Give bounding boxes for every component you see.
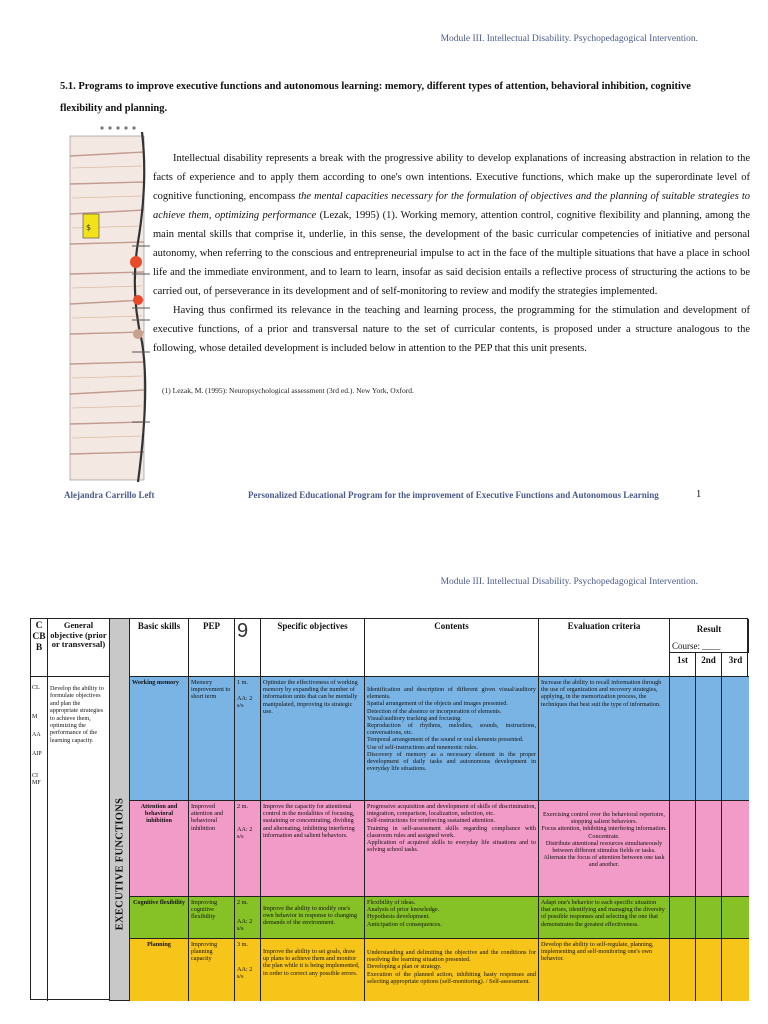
criteria-planning: Develop the ability to self-regulate, planning, implementing and self-monitoring one's own behavior. (539, 939, 670, 1001)
criteria-attention: Exercising control over the behavioral repertoire, stopping salient behaviors. Focus attention, inhibiting interfering information. Concentrate. Distribute attentional resources simultaneously between different stimulus fields or tasks. Alternate the focus of attention between one task and another. (539, 801, 670, 897)
pep-flexibility: Improving cognitive flexibility (189, 897, 235, 939)
result-1st (670, 801, 696, 897)
sessions-flexibility: 2 m. AA: 2 s/s (235, 897, 261, 939)
result-2nd (696, 677, 722, 801)
contents-working-memory: Identification and description of different given visual/auditory elements. Spatial arrangement of the objects and images presented. Detection of the absence or incorporation of elements. Visual/auditory tracking and focusing. Reproduction of rhythms, melodies, sounds, instructions, conversations, etc. Temporal arrangement of the sound or oral elements presented. Use of self-instructions and mnemonic rules. Discovery of memory as a necessary element in the proper development of daily tasks and autonomous development in everyday life situations. (365, 677, 539, 801)
criteria-flexibility: Adapt one's behavior to each specific situation that arises, identifying and managing the diversity of possible responses and selecting the one that demonstrates the greatest effectiveness. (539, 897, 670, 939)
footer-author: Alejandra Carrillo Left (64, 490, 155, 500)
notebook-illustration (58, 122, 150, 488)
result-2nd (696, 939, 722, 1001)
header-col-2nd: 2nd (696, 653, 722, 677)
skill-attention: Attention and behavioral inhibition (130, 801, 189, 897)
sessions-working-memory: 1 m. AA: 2 s/s (235, 677, 261, 801)
header-ccbb: C CB B (31, 619, 48, 677)
header-general-objective: General objective (prior or transversal) (48, 619, 110, 677)
result-3rd (722, 677, 749, 801)
executive-functions-table (30, 618, 748, 1000)
paragraph-2: Having thus confirmed its relevance in the teaching and learning process, the programming for the stimulation and development of executive functions, of a prior and transversal nature to the set of curricular contents, is proposed under a structure analogous to the following, whose detailed development is included below in attention to the PEP that this unit presents. (153, 305, 750, 354)
general-objective-text: Develop the ability to formulate objectives and plan the appropriate strategies to achieve them, optimizing the performance of the learning capacity. (48, 677, 110, 1001)
header-course: Course: ____ (670, 639, 749, 653)
header-number-nine: 9 (235, 619, 261, 677)
result-1st (670, 939, 696, 1001)
section-title: 5.1. Programs to improve executive functions and autonomous learning: memory, different types of attention, behavioral inhibition, cognitive flexibility and planning. (60, 81, 691, 114)
criteria-working-memory: Increase the ability to recall information through the use of organization and recovery strategies, applying, in the memorization process, the techniques that best suit the type of information. (539, 677, 670, 801)
footer-program: Personalized Educational Program for the improvement of Executive Functions and Autonomous Learning (248, 490, 659, 500)
sessions-planning: 3 m. AA: 2 s/s (235, 939, 261, 1001)
pep-planning: Improving planning capacity (189, 939, 235, 1001)
header-basic-skills: Basic skills (130, 619, 189, 677)
contents-flexibility: Flexibility of ideas. Analysis of prior knowledge. Hypothesis development. Anticipation of consequences. (365, 897, 539, 939)
header-col-1st: 1st (670, 653, 696, 677)
vertical-label: EXECUTIVE FUNCTIONS (114, 797, 126, 931)
result-3rd (722, 897, 749, 939)
contents-planning: Understanding and delimiting the objective and the conditions for resolving the learning situation presented. Developing a plan or strategy. Execution of the planned action, inhibiting hasty responses and selecting appropriate options (self-monitoring). / Self-assessment. (365, 939, 539, 1001)
result-3rd (722, 939, 749, 1001)
result-2nd (696, 897, 722, 939)
result-3rd (722, 801, 749, 897)
header-col-3rd: 3rd (722, 653, 749, 677)
objective-attention: Improve the capacity for attentional control in the modalities of focusing, sustaining or concentrating, dividing and alternating, inhibiting interfering information and salient behaviors. (261, 801, 365, 897)
objective-flexibility: Improve the ability to modify one's own behavior in response to changing demands of the environment. (261, 897, 365, 939)
paragraph-1: Intellectual disability represents a break with the progressive ability to develop explanations of increasing abstraction in relation to the facts of experience and to apply them according to one's own intentions. Executive functions, which make up the superordinate level of cognitive functioning, encompass the mental capacities necessary for the formulation of objectives and the planning of suitable strategies to achieve them, optimizing performance (Lezak, 1995) (1). Working memory, attention control, cognitive flexibility and planning, among the main mental skills that comprise it, underlie, in this sense, the development of the basic curricular competencies of initiative and personal autonomy, when referring to the conscious and entrepreneurial impulse to act in the face of the multiple situations that have a place in school life and the immediate environment, and to learn to learn, insofar as said decision entails a reflective process of structuring the actions to be carried out, of perseverance in its development and of self-monitoring to review and modify the strategies implemented. (153, 153, 750, 297)
header-specific-objectives: Specific objectives (261, 619, 365, 677)
skill-planning: Planning (130, 939, 189, 1001)
header-contents: Contents (365, 619, 539, 677)
svg-text:$: $ (86, 223, 92, 232)
header-pep: PEP (189, 619, 235, 677)
contents-attention: Progressive acquisition and development of skills of discrimination, integration, comparison, localization, selection, etc. Self-instructions for reinforcing sustained attention. Training in self-assessment skills regarding compliance with classroom rules and assigned work. Application of acquired skills to everyday life situations and to solving school tasks. (365, 801, 539, 897)
ccbb-list: CL M AA AIP CI MF (31, 677, 48, 1001)
module-header: Module III. Intellectual Disability. Psychopedagogical Intervention. (440, 577, 698, 587)
result-2nd (696, 801, 722, 897)
skill-working-memory: Working memory (130, 677, 189, 801)
header-evaluation-criteria: Evaluation criteria (539, 619, 670, 677)
skill-flexibility: Cognitive flexibility (130, 897, 189, 939)
page-number: 1 (696, 489, 702, 500)
footnote: (1) Lezak, M. (1995): Neuropsychological assessment (3rd ed.). New York, Oxford. (162, 386, 414, 395)
module-header: Module III. Intellectual Disability. Psychopedagogical Intervention. (440, 34, 698, 44)
result-1st (670, 677, 696, 801)
result-1st (670, 897, 696, 939)
objective-planning: Improve the ability to set goals, draw up plans to achieve them and monitor the plan while it is being implemented, in order to correct any possible errors. (261, 939, 365, 1001)
pep-attention: Improved attention and behavioral inhibition (189, 801, 235, 897)
header-result: Result (670, 619, 749, 639)
body-text (153, 149, 750, 358)
pep-working-memory: Memory improvement to short term (189, 677, 235, 801)
objective-working-memory: Optimize the effectiveness of working memory by expanding the number of information units that can be mentally manipulated, improving its strategic use. (261, 677, 365, 801)
sessions-attention: 2 m. AA: 2 s/s (235, 801, 261, 897)
